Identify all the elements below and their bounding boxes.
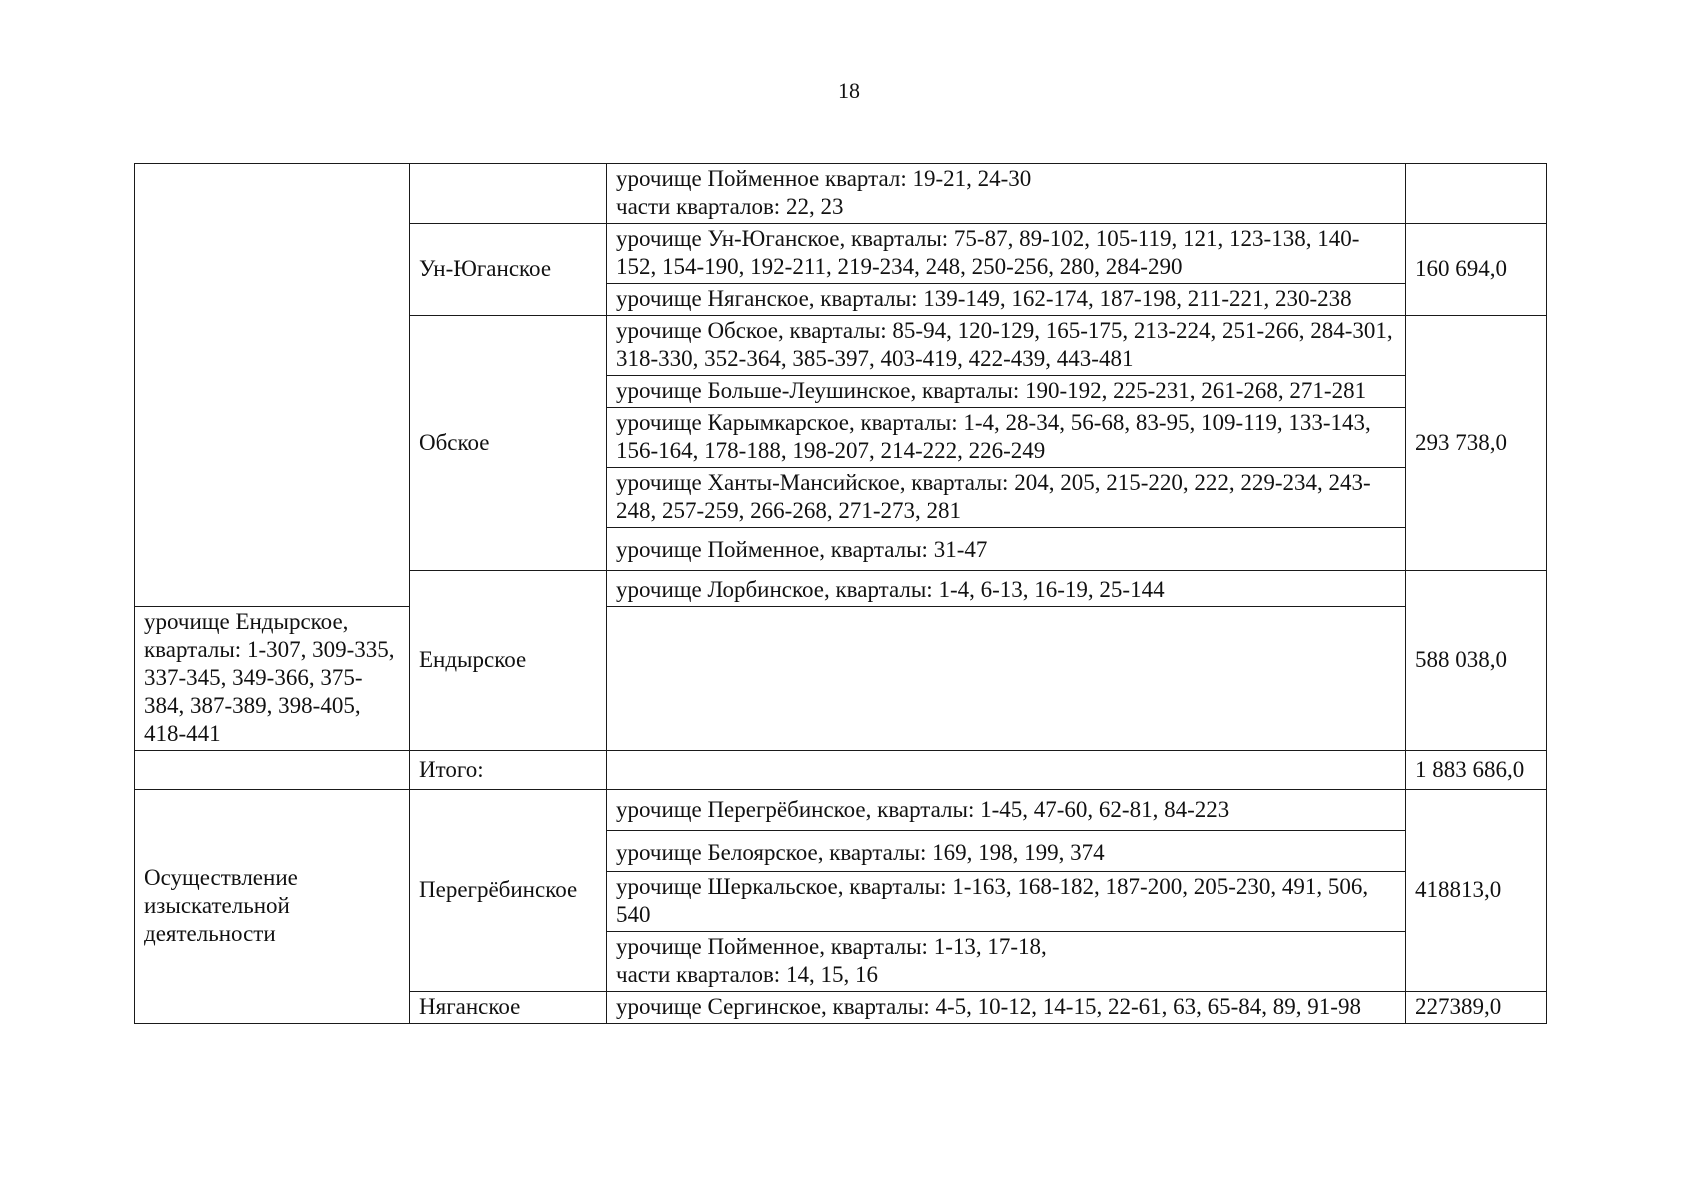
tract-cell: урочище Сергинское, кварталы: 4-5, 10-12, 14-15, 22-61, 63, 65-84, 89, 91-98 (607, 992, 1406, 1024)
activity-cell (135, 164, 410, 607)
tract-cell: урочище Лорбинское, кварталы: 1-4, 6-13, 16-19, 25-144 (607, 571, 1406, 607)
table-row (135, 607, 1547, 751)
forestry-cell: Перегрёбинское (410, 790, 607, 992)
area-cell (1406, 164, 1547, 224)
table-body (135, 164, 1547, 1024)
forestry-cell: Ун-Юганское (410, 224, 607, 316)
area-cell: 418813,0 (1406, 790, 1547, 992)
forestry-cell: Обское (410, 316, 607, 571)
tract-cell: урочище Ун-Юганское, кварталы: 75-87, 89-102, 105-119, 121, 123-138, 140-152, 154-190, 192-211, 219-234, 248, 250-256, 280, 284-290 (607, 224, 1406, 284)
total-area: 1 883 686,0 (1406, 751, 1547, 790)
tract-cell: урочище Перегрёбинское, кварталы: 1-45, 47-60, 62-81, 84-223 (607, 790, 1406, 831)
table-row (135, 751, 1547, 790)
tract-cell: урочище Ханты-Мансийское, кварталы: 204, 205, 215-220, 222, 229-234, 243-248, 257-259, 266-268, 271-273, 281 (607, 468, 1406, 528)
tract-cell: урочище Няганское, кварталы: 139-149, 162-174, 187-198, 211-221, 230-238 (607, 284, 1406, 316)
area-cell: 588 038,0 (1406, 571, 1547, 751)
tract-cell: урочище Ендырское, кварталы: 1-307, 309-335, 337-345, 349-366, 375-384, 387-389, 398-405, 418-441 (135, 607, 410, 751)
tract-cell: урочище Обское, кварталы: 85-94, 120-129, 165-175, 213-224, 251-266, 284-301, 318-330, 352-364, 385-397, 403-419, 422-439, 443-481 (607, 316, 1406, 376)
table-row (135, 164, 1547, 224)
page-number: 18 (838, 78, 860, 103)
area-cell: 160 694,0 (1406, 224, 1547, 316)
tract-cell: урочище Шеркальское, кварталы: 1-163, 168-182, 187-200, 205-230, 491, 506, 540 (607, 872, 1406, 932)
table-row (135, 790, 1547, 831)
tract-cell: урочище Пойменное, кварталы: 31-47 (607, 528, 1406, 571)
forestry-cell: Ендырское (410, 571, 607, 751)
forestry-cell: Няганское (410, 992, 607, 1024)
activity-cell: Осуществление изыскательной деятельности (135, 790, 410, 1024)
area-cell: 293 738,0 (1406, 316, 1547, 571)
forestry-table (134, 163, 1547, 1024)
tract-cell: урочище Пойменное квартал: 19-21, 24-30 части кварталов: 22, 23 (607, 164, 1406, 224)
activity-cell (135, 751, 410, 790)
tract-cell (607, 751, 1406, 790)
area-cell: 227389,0 (1406, 992, 1547, 1024)
total-label: Итого: (410, 751, 607, 790)
tract-cell: урочище Карымкарское, кварталы: 1-4, 28-34, 56-68, 83-95, 109-119, 133-143, 156-164, 178-188, 198-207, 214-222, 226-249 (607, 408, 1406, 468)
forestry-cell (410, 164, 607, 224)
tract-cell: урочище Пойменное, кварталы: 1-13, 17-18, части кварталов: 14, 15, 16 (607, 932, 1406, 992)
tract-cell: урочище Белоярское, кварталы: 169, 198, 199, 374 (607, 831, 1406, 872)
tract-cell: урочище Больше-Леушинское, кварталы: 190-192, 225-231, 261-268, 271-281 (607, 376, 1406, 408)
